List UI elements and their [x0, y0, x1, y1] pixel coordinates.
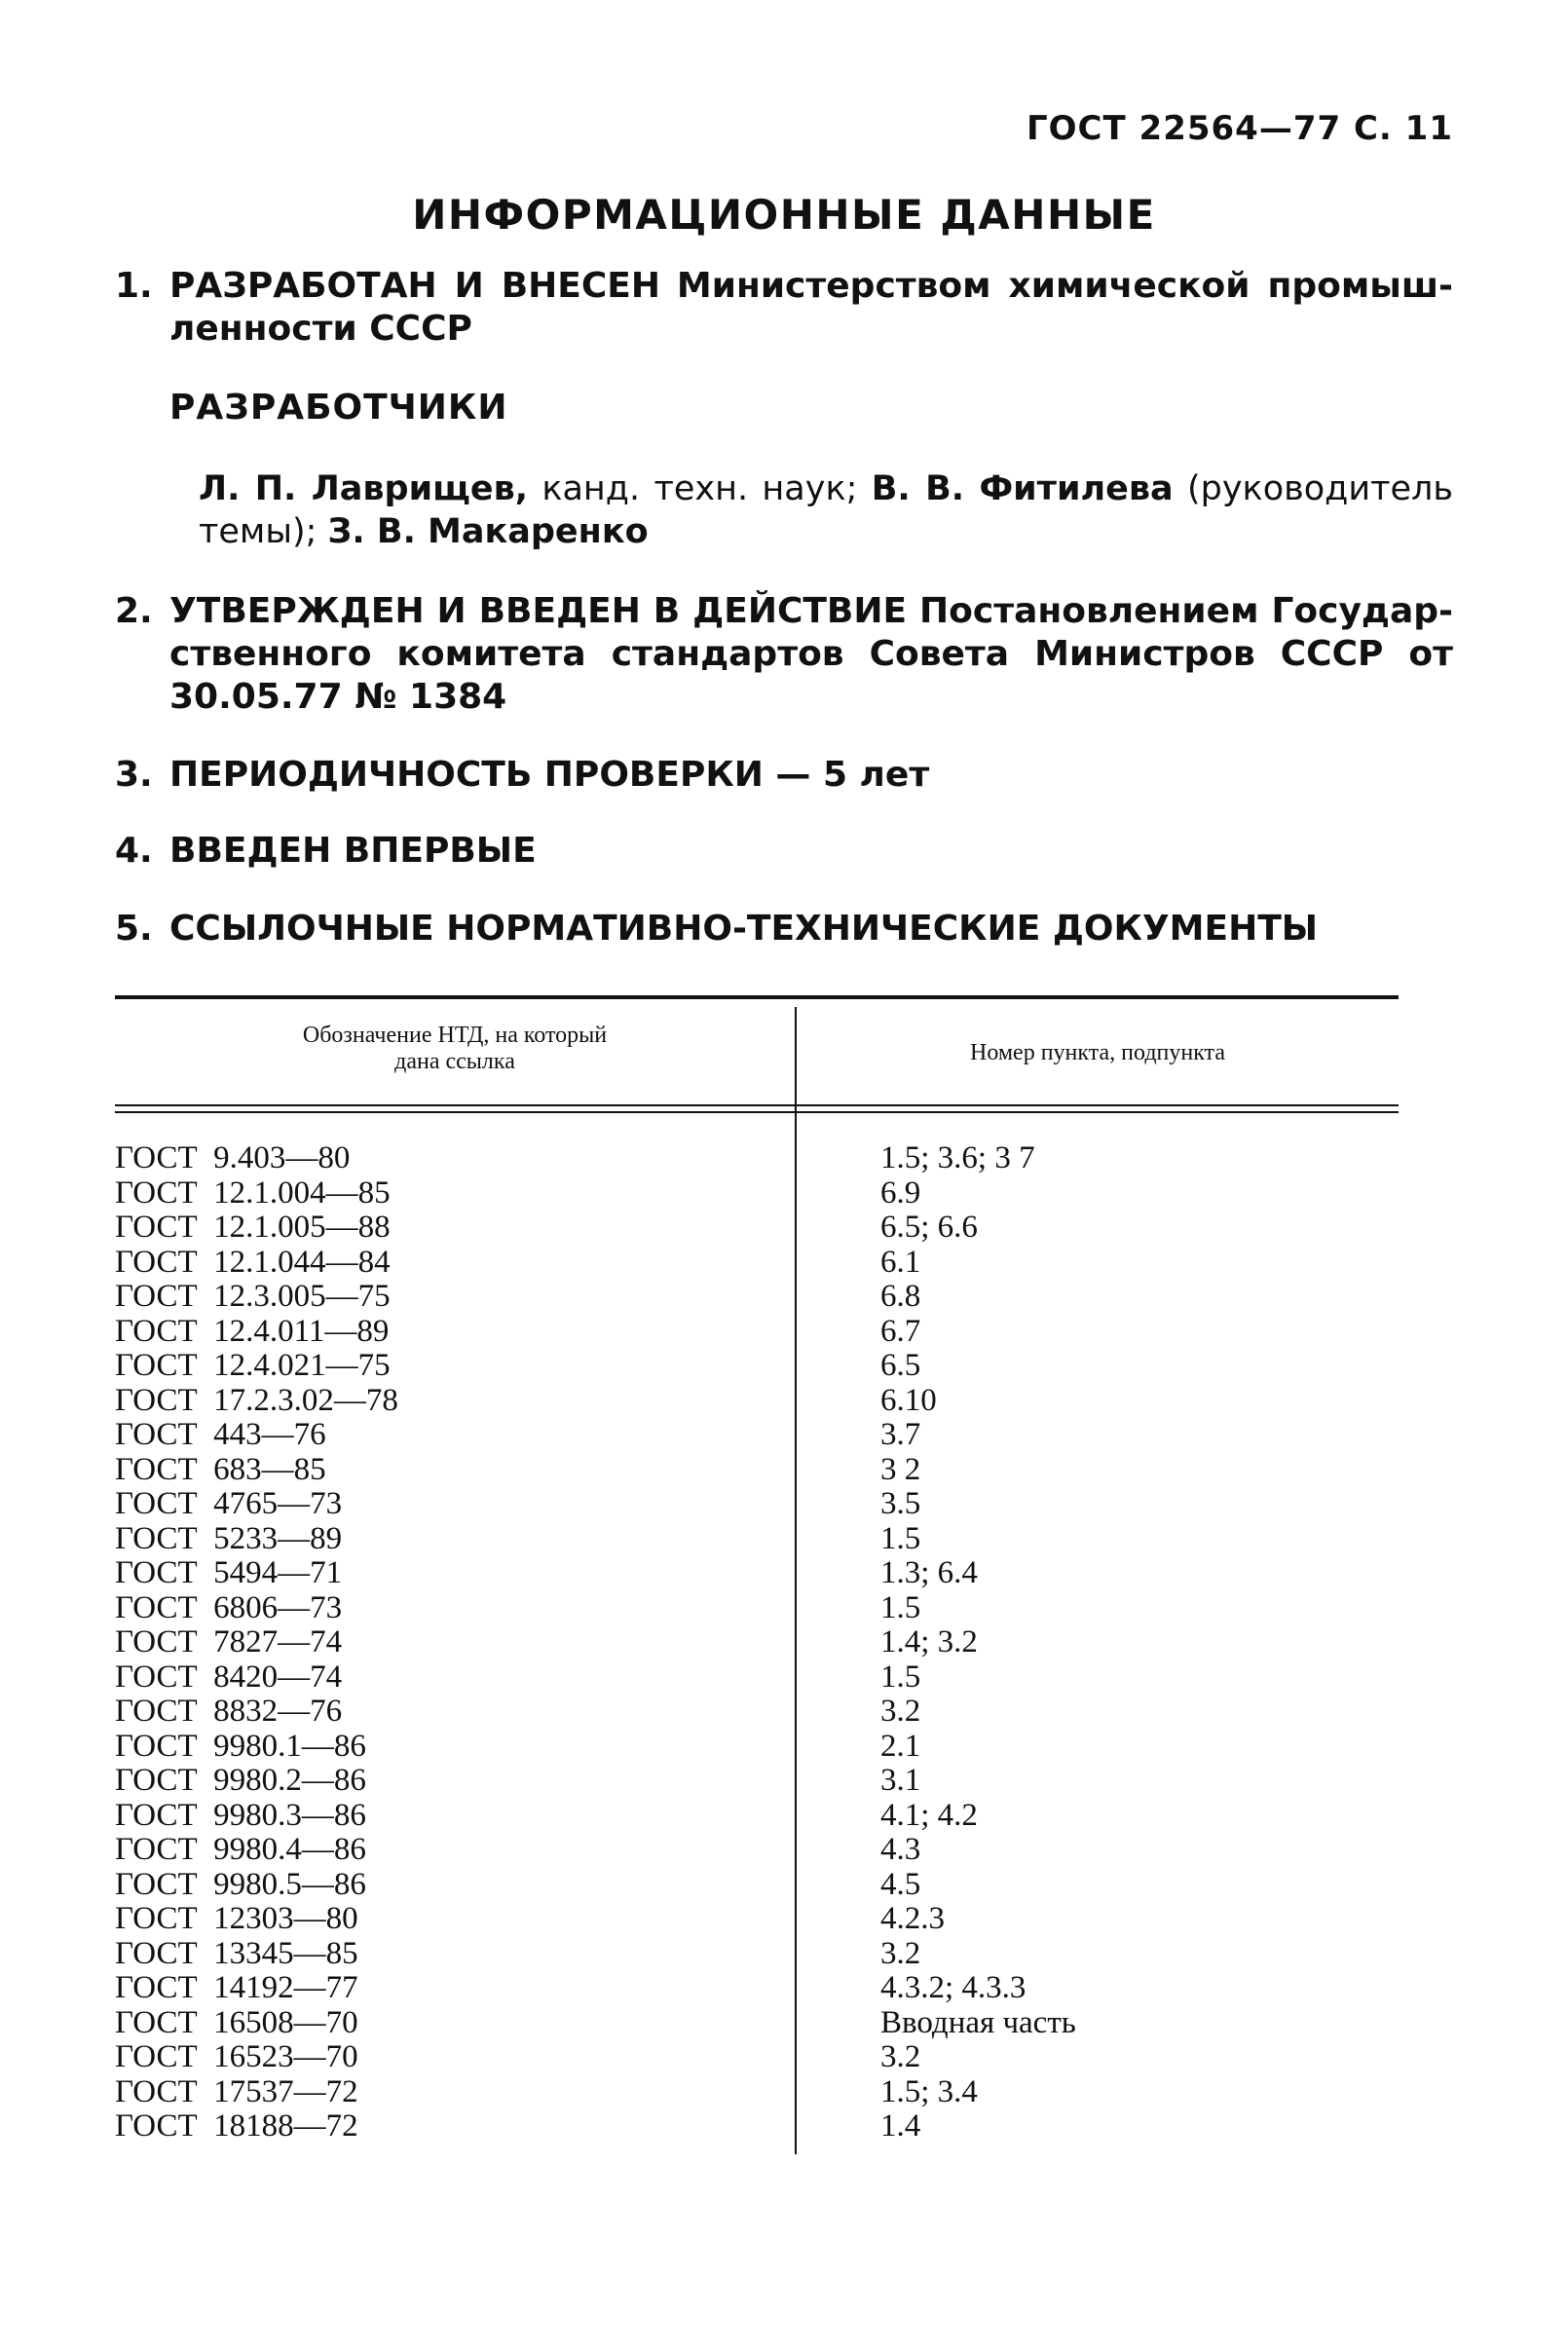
table-row: [115, 1176, 1399, 1212]
document-designation: ГОСТ 9980.1—86: [115, 1728, 366, 1764]
table-row: [115, 1280, 1399, 1315]
section-1-label: РАЗРАБОТАН И ВНЕСЕН: [169, 266, 661, 306]
section-1-text-a: Министерством химической промыш-: [676, 266, 1454, 306]
document-designation: ГОСТ 9980.3—86: [115, 1797, 366, 1833]
developers-line-1: [199, 467, 1453, 510]
section-1-line-1: [115, 265, 1453, 308]
table-row: [115, 1660, 1399, 1696]
clause-number: 1.5: [880, 1589, 921, 1625]
section-2-text-3: 30.05.77 № 1384: [169, 677, 507, 717]
document-designation: ГОСТ 12.4.011—89: [115, 1313, 390, 1349]
clause-number: 6.10: [880, 1382, 937, 1418]
developer-1-name: Л. П. Лаврищев,: [199, 469, 529, 508]
developers-heading: РАЗРАБОТЧИКИ: [169, 388, 508, 428]
document-designation: ГОСТ 683—85: [115, 1451, 326, 1487]
section-2-line-1: [115, 590, 1453, 633]
clause-number: 1.5; 3.6; 3 7: [880, 1140, 1035, 1175]
table-row: [115, 1730, 1399, 1765]
document-designation: ГОСТ 5494—71: [115, 1555, 343, 1590]
section-number: 2.: [115, 591, 153, 631]
document-designation: ГОСТ 16523—70: [115, 2039, 358, 2074]
section-2: [115, 590, 1453, 719]
clause-number: 4.3: [880, 1832, 921, 1867]
table-row: [115, 1487, 1399, 1522]
section-4-text: ВВЕДЕН ВПЕРВЫЕ: [169, 831, 537, 871]
clause-number: 1.5; 3.4: [880, 2073, 978, 2109]
table-row: [115, 2109, 1399, 2144]
document-designation: ГОСТ 7827—74: [115, 1624, 343, 1659]
clause-number: 4.2.3: [880, 1901, 945, 1936]
document-designation: ГОСТ 17.2.3.02—78: [115, 1382, 398, 1418]
clause-number: 4.3.2; 4.3.3: [880, 1970, 1027, 2005]
table-top-rule: [115, 995, 1399, 999]
developers-list: [199, 467, 1453, 553]
reference-table: [115, 995, 1399, 2154]
document-designation: ГОСТ 9.403—80: [115, 1140, 351, 1175]
document-designation: ГОСТ 12.4.021—75: [115, 1348, 391, 1383]
table-row: [115, 1902, 1399, 1937]
section-4: [115, 830, 1453, 873]
developer-2-role-cont: темы);: [199, 512, 328, 551]
table-row: [115, 1141, 1399, 1176]
clause-number: 6.5: [880, 1348, 921, 1383]
table-row: [115, 1937, 1399, 1972]
document-designation: ГОСТ 18188—72: [115, 2108, 358, 2144]
developer-2-role: (руководитель: [1173, 469, 1454, 508]
clause-number: 2.1: [880, 1728, 921, 1764]
table-row: [115, 1418, 1399, 1453]
section-1-text-b: ленности СССР: [169, 309, 472, 349]
document-designation: ГОСТ 9980.4—86: [115, 1832, 366, 1867]
document-designation: ГОСТ 17537—72: [115, 2073, 358, 2109]
document-designation: ГОСТ 12.1.004—85: [115, 1174, 391, 1211]
clause-number: 6.1: [880, 1244, 921, 1280]
table-header-clause: Номер пункта, подпункта: [969, 1040, 1225, 1065]
table-body: [115, 1141, 1399, 2144]
document-designation: ГОСТ 12.3.005—75: [115, 1279, 391, 1314]
clause-number: 3.2: [880, 1694, 921, 1729]
section-5-text: ССЫЛОЧНЫЕ НОРМАТИВНО-ТЕХНИЧЕСКИЕ ДОКУМЕНТЫ: [169, 909, 1319, 949]
page-header: ГОСТ 22564—77 С. 11: [1026, 109, 1453, 148]
document-designation: ГОСТ 12303—80: [115, 1901, 358, 1936]
table-row: [115, 1833, 1399, 1868]
document-title: ИНФОРМАЦИОННЫЕ ДАННЫЕ: [412, 191, 1156, 239]
clause-number: 4.5: [880, 1866, 921, 1902]
table-row: [115, 2040, 1399, 2075]
document-designation: ГОСТ 12.1.005—88: [115, 1210, 391, 1245]
table-row: [115, 1695, 1399, 1730]
clause-number: 3 2: [880, 1451, 921, 1487]
section-2-text-1: УТВЕРЖДЕН И ВВЕДЕН В ДЕЙСТВИЕ Постановлением Государ-: [169, 591, 1453, 631]
table-row: [115, 1971, 1399, 2006]
developer-3-name: З. В. Макаренко: [327, 512, 649, 551]
section-number: 5.: [115, 909, 153, 949]
document-designation: ГОСТ 13345—85: [115, 1935, 358, 1971]
developers-line-2: [199, 510, 1453, 553]
table-row: [115, 1522, 1399, 1557]
clause-number: 1.4; 3.2: [880, 1624, 978, 1659]
clause-number: 3.7: [880, 1417, 921, 1452]
table-row: [115, 1625, 1399, 1660]
table-row: [115, 1556, 1399, 1591]
clause-number: 4.1; 4.2: [880, 1797, 978, 1833]
table-row: [115, 1591, 1399, 1626]
table-row: [115, 1246, 1399, 1281]
clause-number: 3.5: [880, 1486, 921, 1521]
developer-1-role: канд. техн. наук;: [528, 469, 872, 508]
clause-number: 3.2: [880, 2039, 921, 2074]
clause-number: 1.3; 6.4: [880, 1555, 978, 1590]
clause-number: 6.9: [880, 1174, 921, 1211]
table-row: [115, 1799, 1399, 1834]
document-designation: ГОСТ 9980.5—86: [115, 1866, 366, 1902]
section-3-text: ПЕРИОДИЧНОСТЬ ПРОВЕРКИ — 5 лет: [169, 755, 930, 795]
section-number: 1.: [115, 266, 153, 306]
table-header-document: [115, 1023, 795, 1075]
table-row: [115, 1453, 1399, 1488]
table-row: [115, 1868, 1399, 1903]
table-row: [115, 1315, 1399, 1350]
clause-number: Вводная часть: [880, 2004, 1076, 2040]
clause-number: 6.7: [880, 1313, 921, 1349]
clause-number: 3.2: [880, 1935, 921, 1971]
clause-number: 1.5: [880, 1659, 921, 1695]
section-5: [115, 908, 1453, 951]
document-designation: ГОСТ 5233—89: [115, 1520, 343, 1556]
table-row: [115, 2075, 1399, 2110]
document-designation: ГОСТ 6806—73: [115, 1589, 343, 1625]
document-designation: ГОСТ 443—76: [115, 1417, 326, 1452]
document-designation: ГОСТ 9980.2—86: [115, 1763, 366, 1798]
clause-number: 3.1: [880, 1763, 921, 1798]
table-header-rule-2: [115, 1111, 1399, 1113]
document-designation: ГОСТ 12.1.044—84: [115, 1244, 391, 1280]
table-header-document-line-1: Обозначение НТД, на который: [302, 1023, 608, 1048]
document-designation: ГОСТ 4765—73: [115, 1486, 343, 1521]
table-row: [115, 2006, 1399, 2041]
section-number: 4.: [115, 831, 153, 871]
table-row: [115, 1764, 1399, 1799]
section-3: [115, 754, 1453, 797]
table-row: [115, 1211, 1399, 1246]
clause-number: 6.5; 6.6: [880, 1210, 978, 1245]
section-number: 3.: [115, 755, 153, 795]
document-designation: ГОСТ 16508—70: [115, 2004, 358, 2040]
table-header-document-line-2: дана ссылка: [394, 1049, 515, 1074]
section-2-text-2: ственного комитета стандартов Совета Министров СССР от: [169, 634, 1453, 674]
document-designation: ГОСТ 8420—74: [115, 1659, 343, 1695]
table-row: [115, 1349, 1399, 1384]
document-designation: ГОСТ 14192—77: [115, 1970, 358, 2005]
clause-number: 1.5: [880, 1520, 921, 1556]
section-1: [115, 265, 1453, 351]
clause-number: 6.8: [880, 1279, 921, 1314]
developer-2-name: В. В. Фитилева: [871, 469, 1174, 508]
document-designation: ГОСТ 8832—76: [115, 1694, 343, 1729]
table-header-rule: [115, 1104, 1399, 1106]
clause-number: 1.4: [880, 2108, 921, 2144]
table-row: [115, 1384, 1399, 1419]
